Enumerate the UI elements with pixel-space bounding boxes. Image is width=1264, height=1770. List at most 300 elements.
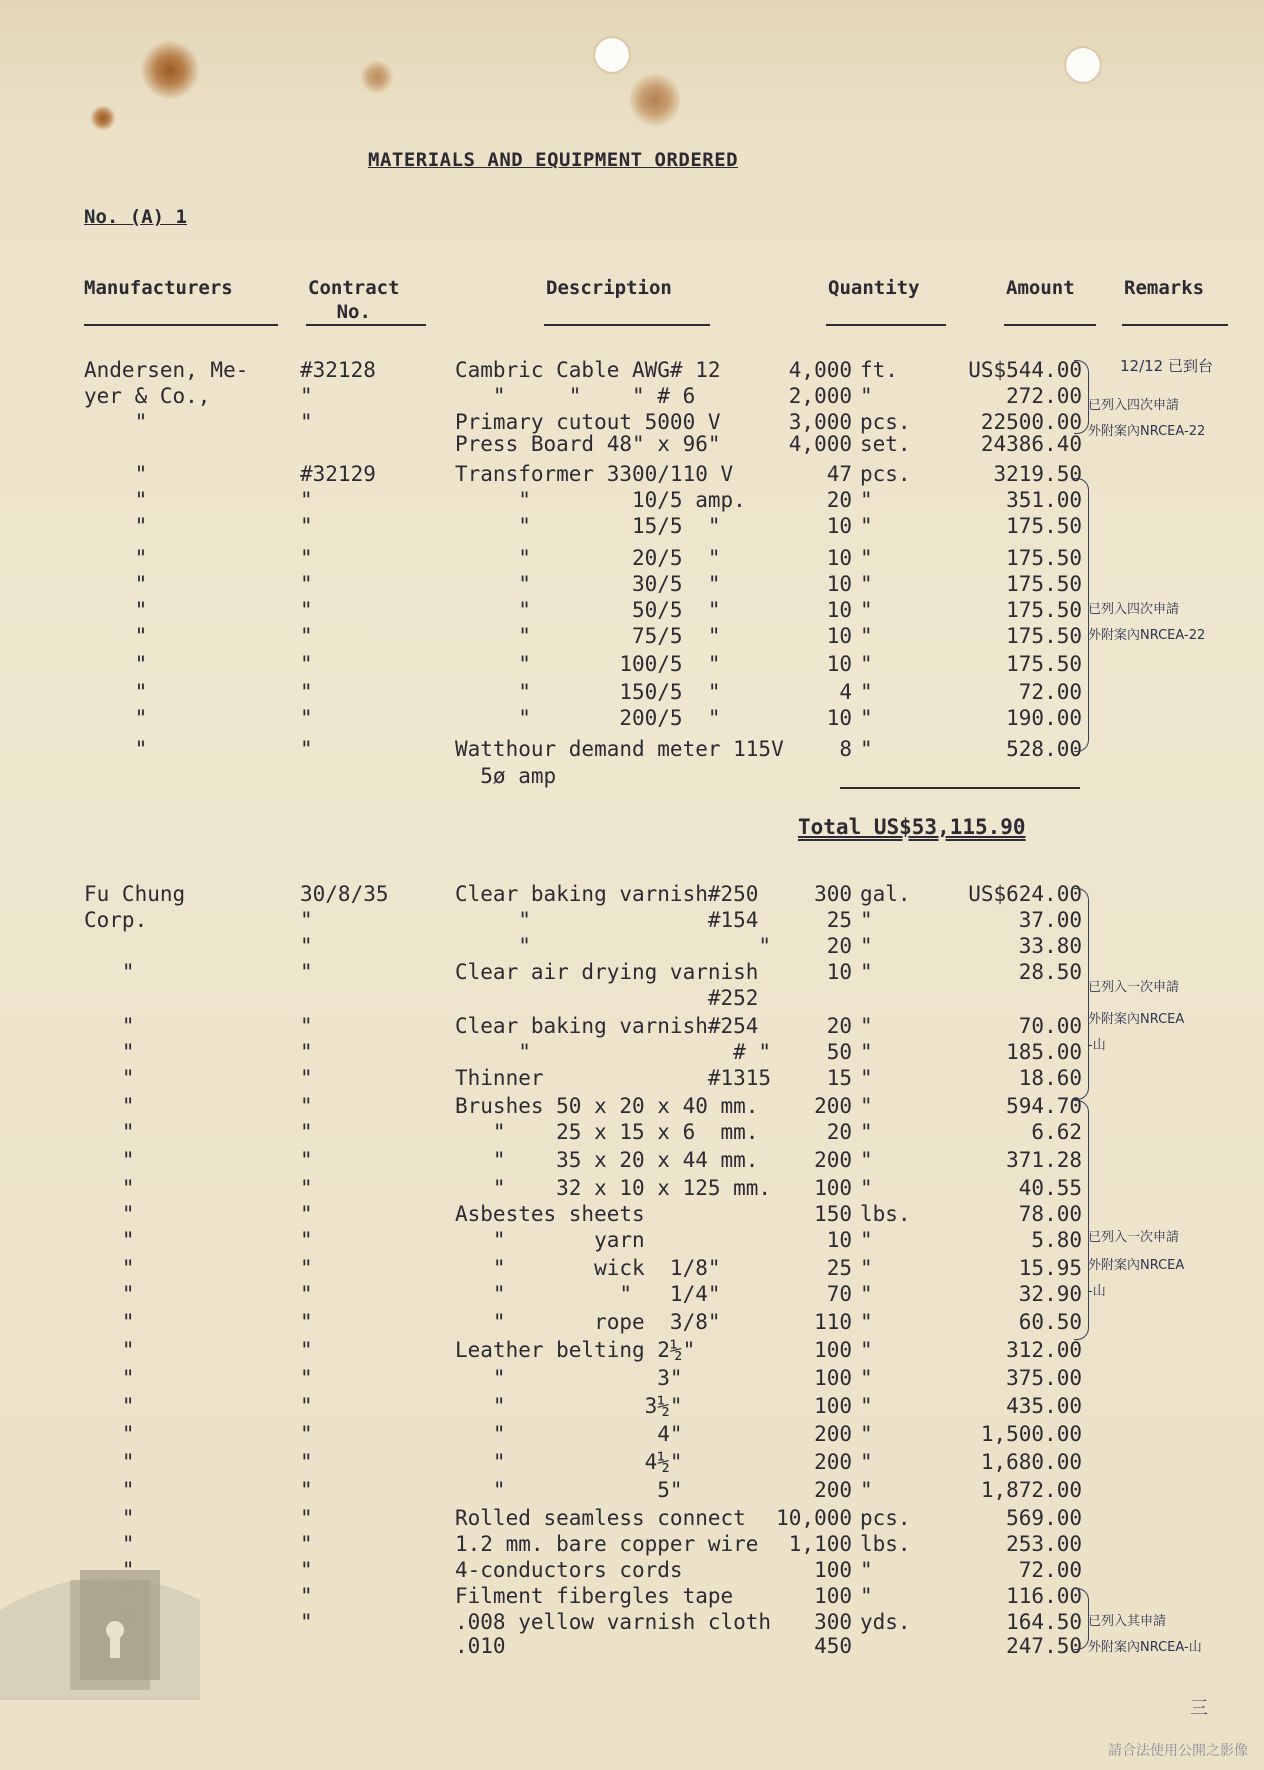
- contract-cell: ": [300, 1610, 313, 1634]
- remark-note: 已列入四次申請: [1088, 398, 1180, 413]
- manufacturer-cell: ": [84, 960, 135, 984]
- unit-cell: ": [860, 1066, 873, 1090]
- unit-cell: ": [860, 652, 873, 676]
- unit-cell: ": [860, 706, 873, 730]
- manufacturer-cell: ": [84, 410, 148, 434]
- unit-cell: ": [860, 680, 873, 704]
- remark-note: 已列入其申請: [1088, 1614, 1167, 1629]
- contract-cell: ": [300, 1394, 313, 1418]
- quantity-cell: 100: [814, 1394, 852, 1418]
- description-cell: " 150/5 ": [455, 680, 721, 704]
- contract-cell: ": [300, 1282, 313, 1306]
- contract-cell: ": [300, 1558, 313, 1582]
- manufacturer-cell: ": [84, 1532, 135, 1556]
- amount-cell: 5.80: [1031, 1228, 1082, 1252]
- description-cell: Watthour demand meter 115V: [455, 737, 784, 761]
- unit-cell: ": [860, 1120, 873, 1144]
- unit-cell: ": [860, 1040, 873, 1064]
- contract-cell: ": [300, 514, 313, 538]
- amount-cell: 312.00: [1006, 1338, 1082, 1362]
- description-cell: " 35 x 20 x 44 mm.: [455, 1148, 759, 1172]
- description-cell: " # ": [455, 1040, 772, 1064]
- quantity-cell: 10: [826, 514, 852, 538]
- total-rule: [840, 787, 1080, 789]
- description-cell: #252: [455, 986, 759, 1010]
- amount-cell: 375.00: [1006, 1366, 1082, 1390]
- total-amount: Total US$53,115.90: [798, 815, 1026, 839]
- rust-stain: [360, 60, 394, 94]
- contract-cell: ": [300, 1450, 313, 1474]
- manufacturer-cell: ": [84, 652, 148, 676]
- manufacturer-cell: ": [84, 1228, 135, 1252]
- amount-cell: 351.00: [1006, 488, 1082, 512]
- rust-stain: [90, 105, 116, 131]
- manufacturer-cell: ": [84, 514, 148, 538]
- quantity-cell: 200: [814, 1478, 852, 1502]
- contract-cell: ": [300, 1202, 313, 1226]
- manufacturer-cell: ": [84, 1338, 135, 1362]
- amount-cell: 3219.50: [993, 462, 1082, 486]
- contract-cell: ": [300, 652, 313, 676]
- quantity-cell: 10: [826, 624, 852, 648]
- quantity-cell: 100: [814, 1366, 852, 1390]
- quantity-cell: 25: [826, 908, 852, 932]
- manufacturer-cell: ": [84, 624, 148, 648]
- unit-cell: ": [860, 1366, 873, 1390]
- amount-cell: 371.28: [1006, 1148, 1082, 1172]
- description-cell: Press Board 48" x 96": [455, 432, 721, 456]
- description-cell: " 5": [455, 1478, 683, 1502]
- quantity-cell: 20: [826, 1014, 852, 1038]
- description-cell: " 30/5 ": [455, 572, 721, 596]
- contract-cell: ": [300, 1478, 313, 1502]
- amount-cell: 18.60: [1018, 1066, 1082, 1090]
- contract-cell: #32128: [300, 358, 376, 382]
- unit-cell: ": [860, 960, 873, 984]
- contract-cell: ": [300, 572, 313, 596]
- amount-cell: 22500.00: [980, 410, 1082, 434]
- quantity-cell: 200: [814, 1094, 852, 1118]
- remark-note: 已列入四次申請: [1088, 602, 1180, 617]
- manufacturer-cell: ": [84, 546, 148, 570]
- amount-cell: 78.00: [1018, 1202, 1082, 1226]
- unit-cell: ": [860, 1394, 873, 1418]
- amount-cell: 15.95: [1018, 1256, 1082, 1280]
- header-rule: [1004, 324, 1096, 326]
- amount-cell: 272.00: [1006, 384, 1082, 408]
- contract-cell: ": [300, 1366, 313, 1390]
- quantity-cell: 70: [826, 1282, 852, 1306]
- table-row: [0, 1478, 1264, 1504]
- manufacturer-cell: Corp.: [84, 908, 148, 932]
- remark-note: 外附案內NRCEA: [1088, 1258, 1185, 1273]
- amount-cell: 175.50: [1006, 652, 1082, 676]
- amount-cell: 435.00: [1006, 1394, 1082, 1418]
- archive-logo: [0, 1540, 200, 1700]
- amount-cell: 175.50: [1006, 546, 1082, 570]
- table-row: [0, 1338, 1264, 1364]
- contract-cell: ": [300, 1176, 313, 1200]
- manufacturer-cell: ": [84, 488, 148, 512]
- header-remarks: Remarks: [1124, 277, 1205, 299]
- amount-cell: 594.70: [1006, 1094, 1082, 1118]
- description-cell: " 4": [455, 1422, 683, 1446]
- manufacturer-cell: ": [84, 1066, 135, 1090]
- quantity-cell: 10: [826, 960, 852, 984]
- contract-cell: #32129: [300, 462, 376, 486]
- quantity-cell: 4,000: [788, 432, 852, 456]
- amount-cell: 60.50: [1018, 1310, 1082, 1334]
- description-cell: " ": [455, 934, 772, 958]
- amount-cell: 72.00: [1018, 1558, 1082, 1582]
- quantity-cell: 4: [839, 680, 852, 704]
- remark-note: 12/12 已到台: [1120, 357, 1213, 375]
- contract-cell: ": [300, 1506, 313, 1530]
- description-cell: " #154: [455, 908, 759, 932]
- unit-cell: ": [860, 1148, 873, 1172]
- remark-note: 外附案內NRCEA-22: [1088, 424, 1206, 439]
- remark-brace: [1074, 1588, 1089, 1650]
- usage-notice: 請合法使用公開之影像: [1108, 1743, 1248, 1759]
- description-cell: " 100/5 ": [455, 652, 721, 676]
- manufacturer-cell: ": [84, 680, 148, 704]
- manufacturer-cell: ": [84, 737, 148, 761]
- remark-note: 外附案內NRCEA-山: [1088, 1640, 1202, 1655]
- remark-note: -山: [1088, 1038, 1106, 1053]
- unit-cell: lbs.: [860, 1532, 911, 1556]
- amount-cell: 175.50: [1006, 598, 1082, 622]
- manufacturer-cell: ": [84, 572, 148, 596]
- manufacturer-cell: ": [84, 1120, 135, 1144]
- remark-note: 已列入一次申請: [1088, 980, 1180, 995]
- quantity-cell: 100: [814, 1338, 852, 1362]
- manufacturer-cell: ": [84, 1094, 135, 1118]
- unit-cell: ": [860, 737, 873, 761]
- unit-cell: ": [860, 384, 873, 408]
- description-cell: Filment fibergles tape: [455, 1584, 734, 1608]
- quantity-cell: 10: [826, 546, 852, 570]
- unit-cell: ": [860, 1422, 873, 1446]
- manufacturer-cell: ": [84, 1394, 135, 1418]
- contract-cell: ": [300, 488, 313, 512]
- unit-cell: ": [860, 572, 873, 596]
- quantity-cell: 10: [826, 1228, 852, 1252]
- unit-cell: ": [860, 488, 873, 512]
- contract-cell: 30/8/35: [300, 882, 389, 906]
- amount-cell: 253.00: [1006, 1532, 1082, 1556]
- remark-brace: [1074, 478, 1089, 752]
- unit-cell: pcs.: [860, 462, 911, 486]
- manufacturer-cell: ": [84, 1422, 135, 1446]
- remark-note: 已列入一次申請: [1088, 1230, 1180, 1245]
- amount-cell: 1,500.00: [980, 1422, 1082, 1446]
- description-cell: " rope 3/8": [455, 1310, 721, 1334]
- contract-cell: ": [300, 1256, 313, 1280]
- unit-cell: set.: [860, 432, 911, 456]
- quantity-cell: 200: [814, 1422, 852, 1446]
- unit-cell: ": [860, 1176, 873, 1200]
- contract-cell: ": [300, 1422, 313, 1446]
- header-rule: [1122, 324, 1228, 326]
- contract-cell: ": [300, 384, 313, 408]
- quantity-cell: 100: [814, 1584, 852, 1608]
- contract-cell: ": [300, 934, 313, 958]
- description-cell: " " " # 6: [455, 384, 696, 408]
- contract-cell: ": [300, 1040, 313, 1064]
- quantity-cell: 100: [814, 1176, 852, 1200]
- quantity-cell: 47: [826, 462, 852, 486]
- unit-cell: ": [860, 1310, 873, 1334]
- manufacturer-cell: Fu Chung: [84, 882, 186, 906]
- unit-cell: ": [860, 1584, 873, 1608]
- description-cell: " 32 x 10 x 125 mm.: [455, 1176, 772, 1200]
- description-cell: Thinner #1315: [455, 1066, 772, 1090]
- remark-note: -山: [1088, 1284, 1106, 1299]
- description-cell: " yarn: [455, 1228, 645, 1252]
- description-cell: Primary cutout 5000 V: [455, 410, 721, 434]
- header-rule: [544, 324, 710, 326]
- quantity-cell: 2,000: [788, 384, 852, 408]
- manufacturer-cell: ": [84, 1366, 135, 1390]
- quantity-cell: 4,000: [788, 358, 852, 382]
- remark-note: 外附案內NRCEA-22: [1088, 628, 1206, 643]
- description-cell: " " 1/4": [455, 1282, 721, 1306]
- amount-cell: 40.55: [1018, 1176, 1082, 1200]
- manufacturer-cell: ": [84, 1176, 135, 1200]
- quantity-cell: 20: [826, 934, 852, 958]
- amount-cell: 37.00: [1018, 908, 1082, 932]
- manufacturer-cell: ": [84, 1282, 135, 1306]
- quantity-cell: 50: [826, 1040, 852, 1064]
- contract-cell: ": [300, 410, 313, 434]
- quantity-cell: 100: [814, 1558, 852, 1582]
- contract-cell: ": [300, 1228, 313, 1252]
- description-cell: " wick 1/8": [455, 1256, 721, 1280]
- quantity-cell: 200: [814, 1450, 852, 1474]
- manufacturer-cell: ": [84, 1148, 135, 1172]
- table-row: [0, 1450, 1264, 1476]
- description-cell: " 3": [455, 1366, 683, 1390]
- description-cell: Asbestes sheets: [455, 1202, 645, 1226]
- quantity-cell: 450: [814, 1634, 852, 1658]
- rust-stain: [630, 70, 680, 130]
- unit-cell: pcs.: [860, 410, 911, 434]
- table-row: [0, 1506, 1264, 1532]
- quantity-cell: 25: [826, 1256, 852, 1280]
- contract-cell: ": [300, 1094, 313, 1118]
- unit-cell: pcs.: [860, 1506, 911, 1530]
- quantity-cell: 10: [826, 598, 852, 622]
- remark-note: 外附案內NRCEA: [1088, 1012, 1185, 1027]
- amount-cell: 6.62: [1031, 1120, 1082, 1144]
- unit-cell: ": [860, 1558, 873, 1582]
- description-cell: Rolled seamless connect: [455, 1506, 746, 1530]
- quantity-cell: 8: [839, 737, 852, 761]
- description-cell: Brushes 50 x 20 x 40 mm.: [455, 1094, 759, 1118]
- header-rule: [826, 324, 946, 326]
- quantity-cell: 1,100: [788, 1532, 852, 1556]
- manufacturer-cell: ": [84, 706, 148, 730]
- quantity-cell: 10: [826, 572, 852, 596]
- manufacturer-cell: ": [84, 1202, 135, 1226]
- remark-brace: [1074, 1100, 1089, 1340]
- contract-cell: ": [300, 1148, 313, 1172]
- manufacturer-cell: ": [84, 1506, 135, 1530]
- table-row: [0, 1366, 1264, 1392]
- contract-cell: ": [300, 680, 313, 704]
- header-rule: [306, 324, 426, 326]
- document-number: No. (A) 1: [84, 206, 187, 228]
- amount-cell: US$624.00: [968, 882, 1082, 906]
- description-cell: " 50/5 ": [455, 598, 721, 622]
- amount-cell: 33.80: [1018, 934, 1082, 958]
- punch-hole: [595, 38, 629, 72]
- amount-cell: 70.00: [1018, 1014, 1082, 1038]
- description-cell: Clear air drying varnish: [455, 960, 759, 984]
- manufacturer-cell: ": [84, 462, 148, 486]
- punch-hole: [1066, 48, 1100, 82]
- quantity-cell: 20: [826, 488, 852, 512]
- description-cell: Clear baking varnish#250: [455, 882, 759, 906]
- unit-cell: yds.: [860, 1610, 911, 1634]
- rust-stain: [140, 40, 200, 100]
- description-cell: 5ø amp: [455, 764, 557, 788]
- contract-cell: ": [300, 960, 313, 984]
- quantity-cell: 10: [826, 706, 852, 730]
- header-quantity: Quantity: [828, 277, 920, 299]
- description-cell: " 3½": [455, 1394, 683, 1418]
- description-cell: 4-conductors cords: [455, 1558, 683, 1582]
- manufacturer-cell: yer & Co.,: [84, 384, 211, 408]
- amount-cell: 175.50: [1006, 514, 1082, 538]
- amount-cell: 528.00: [1006, 737, 1082, 761]
- amount-cell: 72.00: [1018, 680, 1082, 704]
- contract-cell: ": [300, 598, 313, 622]
- description-cell: " 200/5 ": [455, 706, 721, 730]
- header-manufacturers: Manufacturers: [84, 277, 233, 299]
- manufacturer-cell: ": [84, 598, 148, 622]
- quantity-cell: 10,000: [776, 1506, 852, 1530]
- amount-cell: 247.50: [1006, 1634, 1082, 1658]
- unit-cell: ft.: [860, 358, 898, 382]
- quantity-cell: 15: [826, 1066, 852, 1090]
- header-amount: Amount: [1006, 277, 1075, 299]
- page-mark: 三: [1190, 1698, 1208, 1719]
- unit-cell: ": [860, 1450, 873, 1474]
- table-row: [0, 1422, 1264, 1448]
- unit-cell: ": [860, 1478, 873, 1502]
- amount-cell: US$544.00: [968, 358, 1082, 382]
- header-description: Description: [546, 277, 672, 299]
- amount-cell: 569.00: [1006, 1506, 1082, 1530]
- unit-cell: lbs.: [860, 1202, 911, 1226]
- unit-cell: ": [860, 1256, 873, 1280]
- description-cell: Transformer 3300/110 V: [455, 462, 734, 486]
- amount-cell: 1,680.00: [980, 1450, 1082, 1474]
- unit-cell: gal.: [860, 882, 911, 906]
- header-rule: [84, 324, 278, 326]
- manufacturer-cell: ": [84, 1040, 135, 1064]
- contract-cell: ": [300, 1014, 313, 1038]
- contract-cell: ": [300, 1338, 313, 1362]
- quantity-cell: 300: [814, 1610, 852, 1634]
- description-cell: 1.2 mm. bare copper wire: [455, 1532, 759, 1556]
- remark-brace: [1074, 888, 1089, 1100]
- amount-cell: 1,872.00: [980, 1478, 1082, 1502]
- description-cell: .010: [455, 1634, 506, 1658]
- document-title: MATERIALS AND EQUIPMENT ORDERED: [368, 149, 739, 171]
- unit-cell: ": [860, 1014, 873, 1038]
- unit-cell: ": [860, 1228, 873, 1252]
- table-row: [0, 432, 1264, 458]
- unit-cell: ": [860, 514, 873, 538]
- amount-cell: 24386.40: [980, 432, 1082, 456]
- table-row: [0, 1394, 1264, 1420]
- manufacturer-cell: ": [84, 1450, 135, 1474]
- description-cell: Clear baking varnish#254: [455, 1014, 759, 1038]
- contract-cell: ": [300, 1066, 313, 1090]
- amount-cell: 164.50: [1006, 1610, 1082, 1634]
- contract-cell: ": [300, 1532, 313, 1556]
- description-cell: " 10/5 amp.: [455, 488, 746, 512]
- description-cell: Leather belting 2½": [455, 1338, 696, 1362]
- unit-cell: ": [860, 624, 873, 648]
- contract-cell: ": [300, 737, 313, 761]
- unit-cell: ": [860, 934, 873, 958]
- unit-cell: ": [860, 546, 873, 570]
- amount-cell: 116.00: [1006, 1584, 1082, 1608]
- amount-cell: 175.50: [1006, 624, 1082, 648]
- unit-cell: ": [860, 908, 873, 932]
- contract-cell: ": [300, 1120, 313, 1144]
- amount-cell: 32.90: [1018, 1282, 1082, 1306]
- contract-cell: ": [300, 546, 313, 570]
- description-cell: " 4½": [455, 1450, 683, 1474]
- contract-cell: ": [300, 908, 313, 932]
- quantity-cell: 110: [814, 1310, 852, 1334]
- description-cell: " 75/5 ": [455, 624, 721, 648]
- quantity-cell: 150: [814, 1202, 852, 1226]
- description-cell: " 25 x 15 x 6 mm.: [455, 1120, 759, 1144]
- amount-cell: 185.00: [1006, 1040, 1082, 1064]
- manufacturer-cell: ": [84, 1014, 135, 1038]
- contract-cell: ": [300, 624, 313, 648]
- contract-cell: ": [300, 706, 313, 730]
- contract-cell: ": [300, 1310, 313, 1334]
- quantity-cell: 3,000: [788, 410, 852, 434]
- quantity-cell: 20: [826, 1120, 852, 1144]
- unit-cell: ": [860, 598, 873, 622]
- quantity-cell: 10: [826, 652, 852, 676]
- unit-cell: ": [860, 1282, 873, 1306]
- amount-cell: 28.50: [1018, 960, 1082, 984]
- unit-cell: ": [860, 1094, 873, 1118]
- description-cell: " 15/5 ": [455, 514, 721, 538]
- description-cell: Cambric Cable AWG# 12: [455, 358, 721, 382]
- remark-brace: [1074, 360, 1089, 434]
- header-contract: Contract No.: [308, 277, 400, 323]
- manufacturer-cell: ": [84, 1310, 135, 1334]
- description-cell: .008 yellow varnish cloth: [455, 1610, 772, 1634]
- manufacturer-cell: ": [84, 1256, 135, 1280]
- amount-cell: 190.00: [1006, 706, 1082, 730]
- quantity-cell: 200: [814, 1148, 852, 1172]
- quantity-cell: 300: [814, 882, 852, 906]
- manufacturer-cell: ": [84, 1478, 135, 1502]
- contract-cell: ": [300, 1584, 313, 1608]
- description-cell: " 20/5 ": [455, 546, 721, 570]
- amount-cell: 175.50: [1006, 572, 1082, 596]
